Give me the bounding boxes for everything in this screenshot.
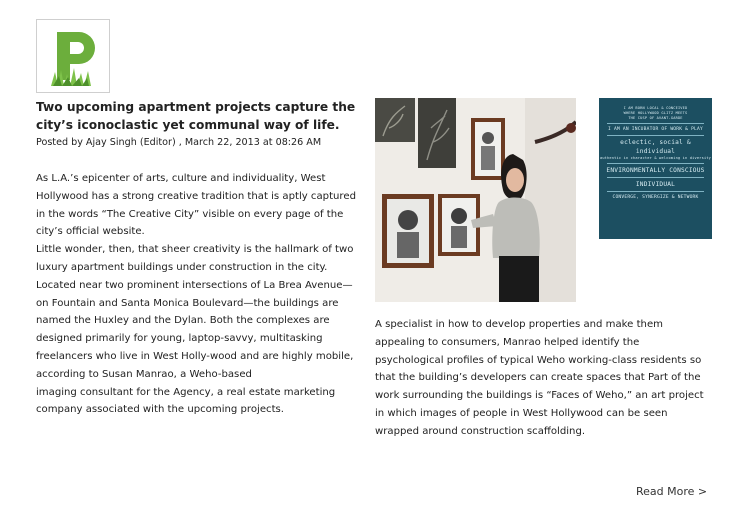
article-headline: Two upcoming apartment projects capture the city’s iconoclastic yet communal way of life. bbox=[36, 100, 356, 132]
body-paragraph: Located near two prominent intersections of La Brea Avenue—on Fountain and Santa Monica Boulevard—the buildings are named the Huxley and the Dylan. Both the complexes are designed primarily for young, laptop-savvy, multitasking freelancers who live in West Holly-wood and are highly mobile, according to Susan Manrao, a Weho-based imaging consultant for the Agency, a real estate marketing company associated with the upcoming projects. bbox=[36, 279, 354, 416]
poster-line: THE CUSP OF AVANT-GARDE bbox=[628, 116, 683, 120]
poster-line: INDIVIDUAL bbox=[635, 181, 676, 188]
poster-line: ENVIRONMENTALLY CONSCIOUS bbox=[606, 167, 705, 174]
poster-divider bbox=[607, 177, 704, 178]
poster-line: I AM AN INCUBATOR OF WORK & PLAY bbox=[608, 127, 703, 132]
article-body bbox=[36, 170, 361, 419]
gallery-photo-image bbox=[375, 98, 576, 302]
poster-divider bbox=[607, 191, 704, 192]
body-paragraph: Little wonder, then, that sheer creativity is the hallmark of two luxury apartment buildings under construction in the city. bbox=[36, 244, 354, 273]
poster-line: CONVERGE, SYNERGIZE & NETWORK bbox=[612, 195, 699, 200]
article-photo bbox=[375, 98, 576, 302]
read-more-link[interactable]: Read More > bbox=[636, 485, 708, 498]
article-byline: Posted by Ajay Singh (Editor) , March 22, 2013 at 08:26 AM bbox=[36, 137, 322, 148]
poster-line: WHERE HOLLYWOOD GLITZ MEETS bbox=[623, 111, 688, 115]
weho-manifesto-poster bbox=[599, 98, 712, 239]
poster-line: eclectic, social & individual bbox=[620, 139, 691, 155]
poster-divider bbox=[607, 163, 704, 164]
poster-line: I AM BORN LOCAL & CONCEIVED bbox=[623, 106, 688, 110]
poster-line: authentic in character & welcoming in diversity bbox=[599, 156, 712, 160]
poster-divider bbox=[607, 123, 704, 124]
poster-divider bbox=[607, 135, 704, 136]
site-logo[interactable] bbox=[36, 19, 110, 93]
body-paragraph: As L.A.’s epicenter of arts, culture and individuality, West Hollywood has a strong creative tradition that is aptly captured in the words “The Creative City” visible on every page of the city’s official website. bbox=[36, 173, 356, 238]
photo-caption: A specialist in how to develop properties and make them appealing to consumers, Manrao helped identify the psychological profiles of typical Weho working-class residents so that the building’s developers can create spaces that Part of the work surrounding the buildings is “Faces of Weho,” an art project in which images of people in West Hollywood can be seen wrapped around construction scaffolding. bbox=[375, 319, 704, 437]
p-grass-logo-icon bbox=[37, 20, 109, 92]
